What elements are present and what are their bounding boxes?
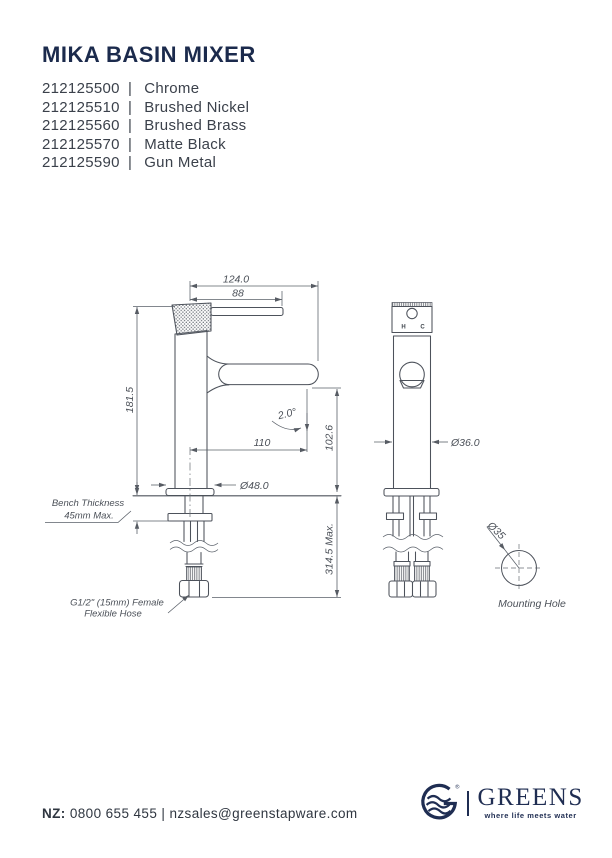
dim-314-label: 314.5 Max.: [323, 523, 336, 575]
footer-contact: [42, 806, 358, 821]
break-line: [383, 547, 443, 552]
hose-nut-left: [389, 581, 413, 597]
product-separator: |: [128, 98, 133, 116]
bench-label-line2: 45mm Max.: [64, 510, 114, 522]
hose-tops: [396, 552, 428, 562]
cold-marker: C: [420, 324, 425, 331]
dim-110-label: 110: [253, 437, 271, 449]
dim-48-label: Ø48.0: [240, 480, 269, 492]
product-finish: Gun Metal: [144, 154, 217, 172]
product-code: 212125570: [42, 135, 120, 153]
dim-124-label: 124.0: [222, 273, 250, 286]
product-finish: Matte Black: [144, 135, 226, 153]
hose-nut: [180, 581, 209, 598]
product-separator: |: [128, 117, 133, 135]
hose-label-line1: G1/2" (15mm) Female: [70, 597, 164, 609]
greens-emblem-icon: [418, 781, 460, 825]
product-code: 212125560: [42, 117, 120, 135]
hose-braid-left: [395, 566, 410, 581]
dim-181-label: 181.5: [124, 386, 136, 414]
emblem-g-ring: [423, 785, 455, 817]
product-finish: Chrome: [144, 80, 200, 97]
spout-fillet-top: [207, 356, 229, 364]
product-separator: |: [128, 80, 133, 97]
extension-lines: [133, 281, 341, 598]
registered-mark: ®: [455, 784, 460, 791]
dim-angle-arc: [272, 421, 301, 429]
brand-name: GREENS: [477, 783, 584, 811]
emblem-wave: [429, 808, 451, 813]
hose-collar-left: [394, 562, 410, 567]
hot-marker: H: [401, 324, 406, 331]
dim-angle-label: 2.0°: [276, 405, 298, 423]
brand-block: [477, 783, 584, 820]
side-view: [374, 303, 480, 598]
spout: [219, 364, 319, 385]
dim-35-leader-tail: [505, 550, 519, 568]
dim-35-label: Ø35: [484, 519, 508, 543]
mounting-hole-label: Mounting Hole: [498, 598, 566, 610]
page-title: MIKA BASIN MIXER: [42, 42, 256, 67]
side-base-flange: [384, 489, 439, 497]
dim-102-label: 102.6: [323, 424, 336, 452]
bench-label-line1: Bench Thickness: [51, 498, 125, 509]
hose-braid: [187, 567, 202, 581]
handle-knob: [172, 303, 211, 335]
side-body: [394, 336, 431, 489]
product-separator: |: [128, 154, 133, 172]
side-washer-right: [420, 513, 437, 520]
break-line: [170, 547, 218, 552]
hose-nut-right: [413, 581, 437, 597]
dim-36-label: Ø36.0: [451, 437, 480, 449]
front-view: [45, 274, 341, 620]
side-washer-left: [387, 513, 404, 520]
break-line: [170, 541, 218, 546]
hose-label-line2: Flexible Hose: [84, 608, 142, 620]
shank: [185, 496, 203, 514]
handle-lever: [211, 308, 283, 316]
handle-cap: [392, 307, 432, 333]
footer-region-label: NZ:: [42, 806, 66, 821]
hose-collar-right: [414, 562, 430, 567]
footer-separator: |: [161, 806, 166, 821]
product-code: 212125590: [42, 154, 120, 172]
product-separator: |: [128, 135, 133, 153]
hose-neck: [185, 553, 203, 567]
footer-email: nzsales@greenstapware.com: [169, 806, 358, 821]
brand-logo: [418, 781, 584, 825]
mounting-nut: [184, 521, 204, 542]
handle-knurl-edge: [392, 303, 432, 307]
product-code: 212125500: [42, 80, 120, 97]
side-tubes-lower: [393, 520, 430, 537]
dim-88-label: 88: [232, 287, 244, 300]
brand-tagline: where life meets water: [484, 810, 577, 820]
product-finish: Brushed Brass: [144, 117, 247, 135]
side-faucet-outline: [383, 303, 443, 598]
spout-fillet-bottom: [207, 385, 229, 393]
product-code: 212125510: [42, 98, 120, 116]
product-finish: Brushed Nickel: [144, 98, 250, 116]
logo-divider: [467, 791, 469, 816]
footer-phone: 0800 655 455: [69, 806, 158, 821]
hose-label-leader: [168, 595, 189, 613]
faucet-body: [175, 331, 207, 490]
emblem-wave: [428, 796, 451, 801]
mounting-hole-detail: [484, 519, 566, 610]
hose-braid-right: [415, 566, 430, 581]
